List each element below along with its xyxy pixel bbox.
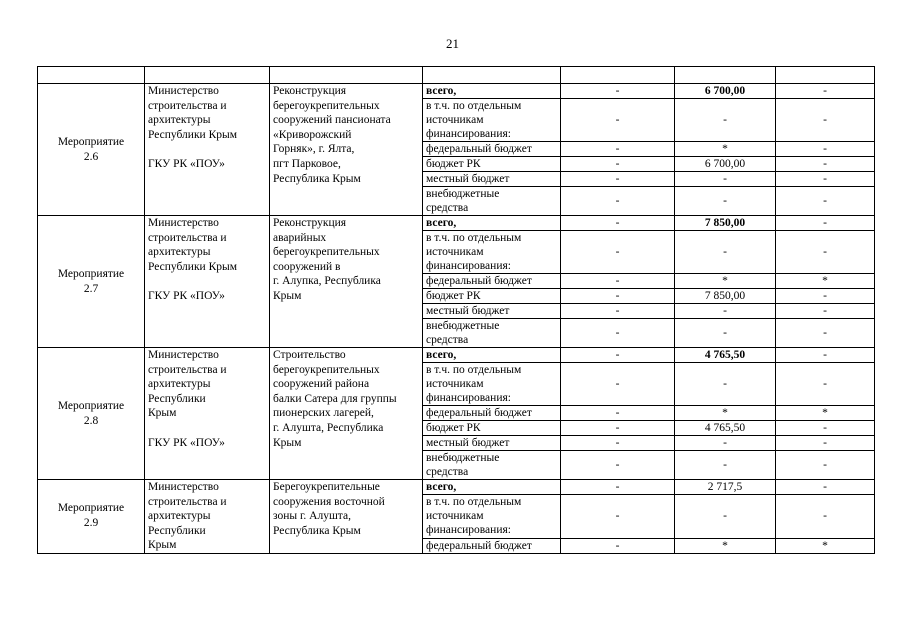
funding-source-line: бюджет РК	[426, 158, 481, 170]
value-cell: *	[776, 406, 875, 421]
funding-source-cell	[423, 142, 561, 157]
funding-source-cell	[423, 319, 561, 348]
executor-cell	[145, 348, 270, 480]
table-row	[38, 480, 875, 495]
header-cell	[675, 67, 776, 84]
value-cell: *	[675, 274, 776, 289]
funding-source-line: федеральный бюджет	[426, 407, 532, 419]
value-cell: -	[776, 216, 875, 231]
value-cell: -	[561, 231, 675, 274]
value-cell: -	[776, 495, 875, 539]
executor-line: архитектуры	[148, 114, 211, 127]
funding-source-line: федеральный бюджет	[426, 539, 532, 552]
value-cell: 7 850,00	[675, 289, 776, 304]
value-cell: -	[776, 451, 875, 480]
project-line: г. Алушта, Республика	[273, 421, 384, 434]
executor-line: Республики Крым	[148, 260, 237, 273]
funding-source-line: федеральный бюджет	[426, 143, 532, 155]
project-line: берегоукрепительных	[273, 363, 380, 376]
funding-source-line: бюджет РК	[426, 422, 481, 434]
funding-source-line: в т.ч. по отдельным	[426, 100, 522, 112]
project-line: сооружений района	[273, 378, 370, 391]
project-line: пионерских лагерей,	[273, 407, 374, 420]
value-cell: -	[776, 421, 875, 436]
executor-line	[148, 142, 266, 157]
event-label-cell	[38, 348, 145, 480]
executor-line: архитектуры	[148, 378, 211, 391]
executor-line: ГКУ РК «ПОУ»	[148, 158, 225, 171]
header-cell	[423, 67, 561, 84]
funding-source-cell	[423, 172, 561, 187]
funding-source-line: финансирования:	[426, 392, 511, 404]
funding-source-line: внебюджетные	[426, 188, 500, 200]
funding-source-line: финансирования:	[426, 260, 511, 272]
funding-source-line: местный бюджет	[426, 305, 510, 317]
funding-source-line: федеральный бюджет	[426, 275, 532, 287]
funding-source-cell	[423, 187, 561, 216]
executor-line: архитектуры	[148, 246, 211, 259]
executor-cell	[145, 84, 270, 216]
funding-source-cell	[423, 289, 561, 304]
header-cell	[38, 67, 145, 84]
executor-line: архитектуры	[148, 510, 211, 523]
funding-source-line: всего,	[426, 481, 457, 493]
project-line: г. Алупка, Республика	[273, 275, 381, 288]
funding-source-cell	[423, 451, 561, 480]
value-cell: -	[675, 172, 776, 187]
project-line: аварийных	[273, 231, 327, 244]
executor-line	[148, 274, 266, 289]
project-line: Горняк», г. Ялта,	[273, 143, 355, 156]
project-line: балки Сатера для группы	[273, 392, 397, 405]
value-cell: -	[675, 436, 776, 451]
value-cell: 7 850,00	[675, 216, 776, 231]
project-line: пгт Парковое,	[273, 157, 341, 170]
funding-source-line: местный бюджет	[426, 437, 510, 449]
value-cell: -	[675, 304, 776, 319]
funding-source-cell	[423, 363, 561, 406]
project-line: «Криворожский	[273, 128, 352, 141]
funding-source-line: местный бюджет	[426, 173, 510, 185]
value-cell: 4 765,50	[675, 421, 776, 436]
funding-source-cell	[423, 157, 561, 172]
value-cell: -	[675, 319, 776, 348]
funding-source-line: финансирования:	[426, 524, 511, 537]
value-cell: 2 717,5	[675, 480, 776, 495]
executor-line: Республики	[148, 524, 206, 537]
value-cell: -	[561, 363, 675, 406]
executor-line: Министерство	[148, 85, 219, 97]
project-line: Республика Крым	[273, 172, 361, 185]
header-cell	[270, 67, 423, 84]
executor-line: Республики Крым	[148, 128, 237, 141]
project-cell	[270, 348, 423, 480]
value-cell: -	[675, 495, 776, 539]
value-cell: -	[561, 421, 675, 436]
project-line: зоны г. Алушта,	[273, 510, 351, 523]
value-cell: -	[561, 187, 675, 216]
funding-source-line: бюджет РК	[426, 290, 481, 302]
budget-table	[37, 66, 875, 554]
funding-source-cell	[423, 99, 561, 142]
value-cell: -	[776, 304, 875, 319]
event-label: Мероприятие	[57, 267, 125, 280]
funding-source-line: в т.ч. по отдельным	[426, 364, 522, 376]
executor-line: Министерство	[148, 481, 219, 493]
value-cell: -	[776, 348, 875, 363]
executor-line: Министерство	[148, 349, 219, 361]
value-cell: 6 700,00	[675, 157, 776, 172]
table-row	[38, 84, 875, 99]
event-label: 2.9	[83, 517, 99, 530]
value-cell: -	[561, 304, 675, 319]
funding-source-line: внебюджетные	[426, 320, 500, 332]
executor-line: ГКУ РК «ПОУ»	[148, 436, 225, 449]
table-row	[38, 348, 875, 363]
value-cell: -	[561, 84, 675, 99]
event-label: 2.8	[83, 414, 99, 427]
project-line: Республика Крым	[273, 524, 361, 537]
executor-cell	[145, 216, 270, 348]
event-label: Мероприятие	[57, 502, 125, 515]
funding-source-cell	[423, 406, 561, 421]
value-cell: *	[675, 142, 776, 157]
funding-source-line: всего,	[426, 85, 457, 97]
funding-source-line: внебюджетные	[426, 452, 500, 464]
value-cell: -	[776, 363, 875, 406]
project-line: сооружений в	[273, 260, 341, 273]
event-label-cell	[38, 216, 145, 348]
funding-source-cell	[423, 436, 561, 451]
value-cell: -	[675, 451, 776, 480]
funding-source-cell	[423, 304, 561, 319]
value-cell: -	[561, 99, 675, 142]
value-cell: -	[675, 363, 776, 406]
header-cell	[561, 67, 675, 84]
page-number: 21	[446, 36, 459, 51]
value-cell: *	[675, 406, 776, 421]
value-cell: -	[776, 172, 875, 187]
funding-source-line: всего,	[426, 217, 457, 229]
executor-line: строительства и	[148, 231, 227, 244]
funding-source-cell	[423, 495, 561, 539]
project-line: берегоукрепительных	[273, 99, 380, 112]
value-cell: 6 700,00	[675, 84, 776, 99]
executor-line: ГКУ РК «ПОУ»	[148, 290, 225, 303]
funding-source-line: источникам	[426, 114, 484, 126]
funding-source-line: источникам	[426, 510, 484, 523]
value-cell: -	[561, 436, 675, 451]
value-cell: *	[675, 538, 776, 553]
project-line: Берегоукрепительные	[273, 481, 380, 493]
project-cell	[270, 480, 423, 554]
value-cell: -	[776, 436, 875, 451]
value-cell: -	[561, 216, 675, 231]
executor-line	[148, 421, 266, 436]
value-cell: -	[776, 289, 875, 304]
executor-cell	[145, 480, 270, 554]
funding-source-cell	[423, 348, 561, 363]
funding-source-cell	[423, 274, 561, 289]
value-cell: -	[561, 538, 675, 553]
funding-source-line: средства	[426, 334, 469, 346]
value-cell: -	[561, 157, 675, 172]
value-cell: -	[776, 84, 875, 99]
value-cell: -	[776, 231, 875, 274]
project-line: сооружения восточной	[273, 495, 385, 508]
value-cell: -	[776, 142, 875, 157]
value-cell: -	[561, 348, 675, 363]
funding-source-cell	[423, 538, 561, 553]
funding-source-line: финансирования:	[426, 128, 511, 140]
value-cell: -	[675, 99, 776, 142]
value-cell: -	[561, 319, 675, 348]
executor-line: Крым	[148, 539, 177, 552]
funding-source-cell	[423, 216, 561, 231]
project-cell	[270, 84, 423, 216]
value-cell: -	[561, 142, 675, 157]
project-line: сооружений пансионата	[273, 114, 391, 127]
header-cell	[776, 67, 875, 84]
project-line: берегоукрепительных	[273, 246, 380, 259]
funding-source-cell	[423, 421, 561, 436]
executor-line: Республики	[148, 392, 206, 405]
funding-source-cell	[423, 84, 561, 99]
project-line: Реконструкция	[273, 217, 347, 229]
value-cell: -	[776, 99, 875, 142]
header-cell	[145, 67, 270, 84]
value-cell: -	[776, 187, 875, 216]
value-cell: -	[561, 451, 675, 480]
table-header-row	[38, 67, 875, 84]
project-cell	[270, 216, 423, 348]
executor-line: строительства и	[148, 363, 227, 376]
value-cell: -	[776, 319, 875, 348]
value-cell: -	[776, 157, 875, 172]
event-label: Мероприятие	[57, 399, 125, 412]
value-cell: *	[776, 538, 875, 553]
value-cell: -	[561, 406, 675, 421]
event-label-cell	[38, 480, 145, 554]
project-line: Крым	[273, 436, 302, 449]
value-cell: -	[675, 231, 776, 274]
value-cell: -	[675, 187, 776, 216]
table-row	[38, 216, 875, 231]
project-line: Реконструкция	[273, 85, 347, 97]
funding-source-line: в т.ч. по отдельным	[426, 232, 522, 244]
event-label: 2.7	[83, 282, 99, 295]
funding-source-line: в т.ч. по отдельным	[426, 496, 522, 509]
funding-source-line: всего,	[426, 349, 457, 361]
value-cell: -	[561, 289, 675, 304]
executor-line: строительства и	[148, 99, 227, 112]
project-line: Крым	[273, 289, 302, 302]
funding-source-cell	[423, 231, 561, 274]
project-line: Строительство	[273, 349, 346, 361]
executor-line: Министерство	[148, 217, 219, 229]
event-label: 2.6	[83, 150, 99, 163]
funding-source-line: источникам	[426, 378, 484, 390]
executor-line: строительства и	[148, 495, 227, 508]
value-cell: 4 765,50	[675, 348, 776, 363]
value-cell: -	[561, 172, 675, 187]
executor-line: Крым	[148, 407, 177, 420]
funding-source-cell	[423, 480, 561, 495]
funding-source-line: средства	[426, 466, 469, 478]
funding-source-line: источникам	[426, 246, 484, 258]
value-cell: *	[776, 274, 875, 289]
event-label-cell	[38, 84, 145, 216]
funding-source-line: средства	[426, 202, 469, 214]
value-cell: -	[561, 495, 675, 539]
value-cell: -	[561, 274, 675, 289]
value-cell: -	[561, 480, 675, 495]
event-label: Мероприятие	[57, 135, 125, 148]
value-cell: -	[776, 480, 875, 495]
